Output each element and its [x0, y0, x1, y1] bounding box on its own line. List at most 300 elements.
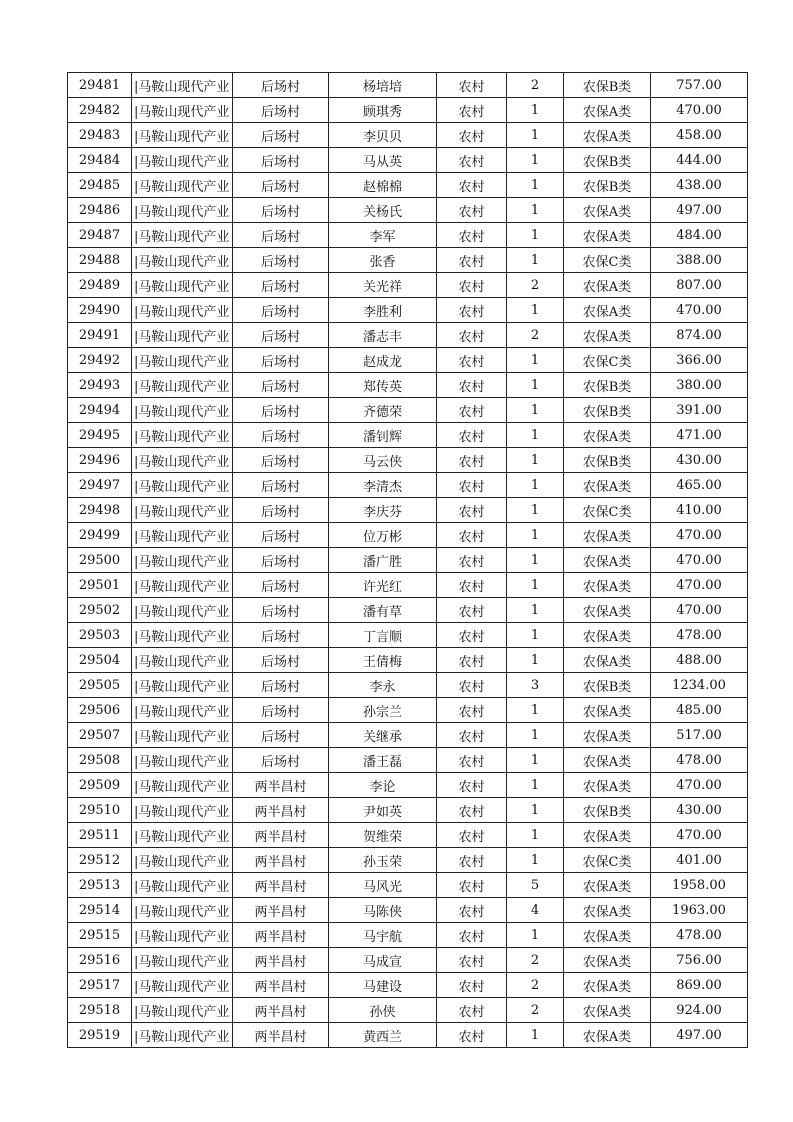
cell-name: 李贝贝	[329, 123, 437, 148]
cell-count: 1	[507, 123, 564, 148]
cell-name: 孙宗兰	[329, 698, 437, 723]
cell-name: 关杨氏	[329, 198, 437, 223]
cell-amount: 1963.00	[651, 898, 748, 923]
cell-amount: 438.00	[651, 173, 748, 198]
cell-type: 农村	[437, 898, 507, 923]
cell-count: 1	[507, 148, 564, 173]
cell-village: 后场村	[233, 548, 329, 573]
cell-count: 1	[507, 698, 564, 723]
cell-amount: 869.00	[651, 973, 748, 998]
cell-category: 农保A类	[564, 523, 651, 548]
cell-org: |马鞍山现代产业	[132, 148, 233, 173]
cell-type: 农村	[437, 723, 507, 748]
cell-org: |马鞍山现代产业	[132, 223, 233, 248]
cell-name: 许光红	[329, 573, 437, 598]
cell-id: 29503	[68, 623, 132, 648]
cell-org: |马鞍山现代产业	[132, 423, 233, 448]
table-row	[68, 298, 748, 323]
cell-type: 农村	[437, 123, 507, 148]
cell-category: 农保C类	[564, 498, 651, 523]
cell-category: 农保A类	[564, 948, 651, 973]
cell-type: 农村	[437, 598, 507, 623]
cell-village: 后场村	[233, 573, 329, 598]
cell-type: 农村	[437, 423, 507, 448]
table-row	[68, 223, 748, 248]
cell-id: 29518	[68, 998, 132, 1023]
cell-amount: 497.00	[651, 1023, 748, 1048]
cell-category: 农保A类	[564, 973, 651, 998]
cell-name: 潘有草	[329, 598, 437, 623]
cell-org: |马鞍山现代产业	[132, 498, 233, 523]
cell-village: 后场村	[233, 748, 329, 773]
cell-village: 两半昌村	[233, 823, 329, 848]
cell-org: |马鞍山现代产业	[132, 373, 233, 398]
cell-name: 马风光	[329, 873, 437, 898]
cell-id: 29488	[68, 248, 132, 273]
table-row	[68, 998, 748, 1023]
table-row	[68, 548, 748, 573]
cell-category: 农保B类	[564, 173, 651, 198]
cell-category: 农保C类	[564, 348, 651, 373]
cell-id: 29508	[68, 748, 132, 773]
cell-village: 后场村	[233, 248, 329, 273]
cell-type: 农村	[437, 873, 507, 898]
cell-org: |马鞍山现代产业	[132, 523, 233, 548]
cell-count: 1	[507, 448, 564, 473]
cell-org: |马鞍山现代产业	[132, 698, 233, 723]
cell-count: 2	[507, 323, 564, 348]
cell-count: 5	[507, 873, 564, 898]
cell-type: 农村	[437, 848, 507, 873]
table-row	[68, 948, 748, 973]
cell-village: 两半昌村	[233, 948, 329, 973]
table-row	[68, 848, 748, 873]
cell-village: 后场村	[233, 423, 329, 448]
cell-name: 潘志丰	[329, 323, 437, 348]
cell-id: 29481	[68, 73, 132, 98]
cell-org: |马鞍山现代产业	[132, 98, 233, 123]
cell-village: 后场村	[233, 473, 329, 498]
cell-name: 李永	[329, 673, 437, 698]
cell-village: 后场村	[233, 523, 329, 548]
cell-amount: 757.00	[651, 73, 748, 98]
cell-type: 农村	[437, 398, 507, 423]
cell-org: |马鞍山现代产业	[132, 573, 233, 598]
table-row	[68, 898, 748, 923]
cell-type: 农村	[437, 248, 507, 273]
cell-name: 丁言顺	[329, 623, 437, 648]
cell-org: |马鞍山现代产业	[132, 448, 233, 473]
cell-village: 后场村	[233, 148, 329, 173]
cell-amount: 478.00	[651, 923, 748, 948]
cell-category: 农保B类	[564, 148, 651, 173]
cell-id: 29504	[68, 648, 132, 673]
cell-type: 农村	[437, 573, 507, 598]
cell-amount: 470.00	[651, 523, 748, 548]
cell-amount: 470.00	[651, 573, 748, 598]
cell-village: 两半昌村	[233, 973, 329, 998]
cell-id: 29499	[68, 523, 132, 548]
cell-count: 1	[507, 398, 564, 423]
cell-count: 1	[507, 473, 564, 498]
cell-amount: 388.00	[651, 248, 748, 273]
cell-count: 3	[507, 673, 564, 698]
cell-org: |马鞍山现代产业	[132, 748, 233, 773]
cell-count: 1	[507, 848, 564, 873]
cell-amount: 807.00	[651, 273, 748, 298]
cell-category: 农保B类	[564, 673, 651, 698]
cell-type: 农村	[437, 673, 507, 698]
cell-category: 农保A类	[564, 623, 651, 648]
cell-village: 两半昌村	[233, 873, 329, 898]
cell-count: 1	[507, 1023, 564, 1048]
cell-name: 赵棉棉	[329, 173, 437, 198]
cell-id: 29487	[68, 223, 132, 248]
cell-name: 关光祥	[329, 273, 437, 298]
cell-village: 后场村	[233, 498, 329, 523]
cell-type: 农村	[437, 148, 507, 173]
table-row	[68, 198, 748, 223]
cell-org: |马鞍山现代产业	[132, 298, 233, 323]
cell-name: 李胜利	[329, 298, 437, 323]
table-row	[68, 923, 748, 948]
table-row	[68, 123, 748, 148]
cell-amount: 458.00	[651, 123, 748, 148]
cell-count: 1	[507, 423, 564, 448]
cell-name: 潘钊辉	[329, 423, 437, 448]
cell-village: 后场村	[233, 673, 329, 698]
cell-name: 王倩梅	[329, 648, 437, 673]
cell-org: |马鞍山现代产业	[132, 273, 233, 298]
cell-count: 1	[507, 573, 564, 598]
cell-name: 贺维荣	[329, 823, 437, 848]
cell-amount: 488.00	[651, 648, 748, 673]
cell-category: 农保A类	[564, 123, 651, 148]
cell-name: 李论	[329, 773, 437, 798]
cell-village: 两半昌村	[233, 898, 329, 923]
cell-amount: 380.00	[651, 373, 748, 398]
table-row	[68, 873, 748, 898]
cell-category: 农保A类	[564, 273, 651, 298]
cell-org: |马鞍山现代产业	[132, 398, 233, 423]
cell-id: 29512	[68, 848, 132, 873]
cell-id: 29502	[68, 598, 132, 623]
cell-amount: 391.00	[651, 398, 748, 423]
cell-name: 顾琪秀	[329, 98, 437, 123]
cell-type: 农村	[437, 698, 507, 723]
table-row	[68, 448, 748, 473]
cell-category: 农保A类	[564, 473, 651, 498]
table-row	[68, 648, 748, 673]
cell-type: 农村	[437, 223, 507, 248]
cell-name: 潘广胜	[329, 548, 437, 573]
cell-org: |马鞍山现代产业	[132, 923, 233, 948]
cell-type: 农村	[437, 923, 507, 948]
cell-id: 29491	[68, 323, 132, 348]
cell-count: 1	[507, 523, 564, 548]
cell-org: |马鞍山现代产业	[132, 898, 233, 923]
cell-type: 农村	[437, 773, 507, 798]
cell-name: 马从英	[329, 148, 437, 173]
cell-amount: 470.00	[651, 98, 748, 123]
cell-org: |马鞍山现代产业	[132, 948, 233, 973]
table-row	[68, 823, 748, 848]
table-row	[68, 348, 748, 373]
table-row	[68, 473, 748, 498]
cell-count: 1	[507, 598, 564, 623]
cell-id: 29482	[68, 98, 132, 123]
cell-count: 2	[507, 973, 564, 998]
cell-village: 后场村	[233, 373, 329, 398]
cell-village: 后场村	[233, 648, 329, 673]
cell-org: |马鞍山现代产业	[132, 823, 233, 848]
cell-village: 后场村	[233, 73, 329, 98]
cell-id: 29492	[68, 348, 132, 373]
cell-id: 29498	[68, 498, 132, 523]
cell-category: 农保A类	[564, 648, 651, 673]
cell-count: 1	[507, 373, 564, 398]
cell-org: |马鞍山现代产业	[132, 773, 233, 798]
cell-count: 1	[507, 798, 564, 823]
cell-name: 李军	[329, 223, 437, 248]
cell-org: |马鞍山现代产业	[132, 248, 233, 273]
cell-count: 1	[507, 773, 564, 798]
table-row	[68, 98, 748, 123]
cell-type: 农村	[437, 973, 507, 998]
cell-count: 1	[507, 173, 564, 198]
cell-village: 两半昌村	[233, 848, 329, 873]
records-table	[67, 72, 748, 1048]
cell-amount: 517.00	[651, 723, 748, 748]
cell-village: 两半昌村	[233, 1023, 329, 1048]
cell-id: 29505	[68, 673, 132, 698]
cell-count: 1	[507, 923, 564, 948]
cell-category: 农保B类	[564, 398, 651, 423]
cell-type: 农村	[437, 1023, 507, 1048]
cell-type: 农村	[437, 98, 507, 123]
cell-amount: 497.00	[651, 198, 748, 223]
cell-id: 29490	[68, 298, 132, 323]
cell-village: 后场村	[233, 123, 329, 148]
cell-name: 孙侠	[329, 998, 437, 1023]
cell-village: 后场村	[233, 223, 329, 248]
cell-category: 农保A类	[564, 323, 651, 348]
cell-id: 29519	[68, 1023, 132, 1048]
table-row	[68, 248, 748, 273]
cell-name: 郑传英	[329, 373, 437, 398]
table-body	[68, 73, 748, 1048]
cell-type: 农村	[437, 323, 507, 348]
cell-village: 后场村	[233, 198, 329, 223]
cell-count: 1	[507, 748, 564, 773]
cell-count: 1	[507, 723, 564, 748]
table-row	[68, 1023, 748, 1048]
cell-org: |马鞍山现代产业	[132, 998, 233, 1023]
cell-id: 29489	[68, 273, 132, 298]
cell-category: 农保C类	[564, 248, 651, 273]
cell-org: |马鞍山现代产业	[132, 1023, 233, 1048]
table-row	[68, 498, 748, 523]
cell-name: 张香	[329, 248, 437, 273]
cell-id: 29493	[68, 373, 132, 398]
cell-category: 农保A类	[564, 298, 651, 323]
cell-village: 后场村	[233, 323, 329, 348]
cell-amount: 924.00	[651, 998, 748, 1023]
cell-org: |马鞍山现代产业	[132, 548, 233, 573]
cell-type: 农村	[437, 448, 507, 473]
cell-category: 农保B类	[564, 798, 651, 823]
cell-category: 农保A类	[564, 1023, 651, 1048]
cell-id: 29496	[68, 448, 132, 473]
cell-amount: 478.00	[651, 623, 748, 648]
cell-amount: 470.00	[651, 298, 748, 323]
cell-type: 农村	[437, 648, 507, 673]
cell-village: 后场村	[233, 173, 329, 198]
cell-category: 农保A类	[564, 773, 651, 798]
cell-village: 后场村	[233, 723, 329, 748]
table-row	[68, 148, 748, 173]
cell-name: 尹如英	[329, 798, 437, 823]
cell-count: 2	[507, 948, 564, 973]
cell-type: 农村	[437, 173, 507, 198]
cell-org: |马鞍山现代产业	[132, 623, 233, 648]
cell-amount: 485.00	[651, 698, 748, 723]
table-row	[68, 373, 748, 398]
cell-id: 29501	[68, 573, 132, 598]
cell-amount: 470.00	[651, 598, 748, 623]
cell-id: 29511	[68, 823, 132, 848]
cell-name: 马成宣	[329, 948, 437, 973]
cell-id: 29513	[68, 873, 132, 898]
table-row	[68, 523, 748, 548]
cell-count: 1	[507, 223, 564, 248]
cell-id: 29509	[68, 773, 132, 798]
cell-type: 农村	[437, 298, 507, 323]
cell-count: 1	[507, 348, 564, 373]
cell-name: 黄西兰	[329, 1023, 437, 1048]
cell-count: 1	[507, 823, 564, 848]
cell-id: 29515	[68, 923, 132, 948]
cell-village: 后场村	[233, 623, 329, 648]
cell-amount: 430.00	[651, 798, 748, 823]
cell-name: 李庆芬	[329, 498, 437, 523]
cell-org: |马鞍山现代产业	[132, 173, 233, 198]
table-row	[68, 323, 748, 348]
cell-count: 2	[507, 73, 564, 98]
cell-amount: 470.00	[651, 773, 748, 798]
cell-id: 29516	[68, 948, 132, 973]
cell-type: 农村	[437, 198, 507, 223]
cell-type: 农村	[437, 623, 507, 648]
cell-name: 孙玉荣	[329, 848, 437, 873]
cell-type: 农村	[437, 523, 507, 548]
cell-village: 后场村	[233, 273, 329, 298]
cell-village: 后场村	[233, 98, 329, 123]
cell-type: 农村	[437, 348, 507, 373]
cell-id: 29495	[68, 423, 132, 448]
cell-org: |马鞍山现代产业	[132, 323, 233, 348]
cell-amount: 444.00	[651, 148, 748, 173]
cell-count: 1	[507, 623, 564, 648]
table-row	[68, 973, 748, 998]
cell-village: 后场村	[233, 448, 329, 473]
table-row	[68, 673, 748, 698]
table-row	[68, 723, 748, 748]
cell-count: 1	[507, 298, 564, 323]
cell-amount: 484.00	[651, 223, 748, 248]
cell-org: |马鞍山现代产业	[132, 673, 233, 698]
table-row	[68, 598, 748, 623]
table-row	[68, 73, 748, 98]
cell-category: 农保A类	[564, 423, 651, 448]
table-row	[68, 423, 748, 448]
cell-org: |马鞍山现代产业	[132, 798, 233, 823]
cell-type: 农村	[437, 273, 507, 298]
cell-category: 农保B类	[564, 448, 651, 473]
cell-name: 潘王磊	[329, 748, 437, 773]
cell-amount: 366.00	[651, 348, 748, 373]
cell-id: 29483	[68, 123, 132, 148]
cell-category: 农保A类	[564, 898, 651, 923]
table-row	[68, 698, 748, 723]
cell-category: 农保A类	[564, 598, 651, 623]
cell-name: 位万彬	[329, 523, 437, 548]
cell-category: 农保A类	[564, 873, 651, 898]
cell-category: 农保A类	[564, 723, 651, 748]
cell-type: 农村	[437, 73, 507, 98]
cell-id: 29510	[68, 798, 132, 823]
cell-org: |马鞍山现代产业	[132, 473, 233, 498]
cell-org: |马鞍山现代产业	[132, 648, 233, 673]
cell-category: 农保B类	[564, 73, 651, 98]
cell-id: 29507	[68, 723, 132, 748]
cell-amount: 1234.00	[651, 673, 748, 698]
cell-category: 农保A类	[564, 223, 651, 248]
cell-village: 后场村	[233, 398, 329, 423]
cell-village: 两半昌村	[233, 998, 329, 1023]
cell-org: |马鞍山现代产业	[132, 73, 233, 98]
cell-count: 1	[507, 198, 564, 223]
cell-org: |马鞍山现代产业	[132, 198, 233, 223]
cell-id: 29514	[68, 898, 132, 923]
cell-type: 农村	[437, 748, 507, 773]
table-row	[68, 798, 748, 823]
cell-type: 农村	[437, 948, 507, 973]
cell-amount: 756.00	[651, 948, 748, 973]
cell-type: 农村	[437, 548, 507, 573]
cell-id: 29484	[68, 148, 132, 173]
cell-village: 两半昌村	[233, 798, 329, 823]
cell-category: 农保A类	[564, 923, 651, 948]
table-row	[68, 173, 748, 198]
cell-type: 农村	[437, 498, 507, 523]
cell-village: 后场村	[233, 598, 329, 623]
cell-org: |马鞍山现代产业	[132, 348, 233, 373]
cell-count: 1	[507, 248, 564, 273]
cell-amount: 478.00	[651, 748, 748, 773]
cell-name: 李清杰	[329, 473, 437, 498]
cell-category: 农保A类	[564, 573, 651, 598]
cell-category: 农保A类	[564, 548, 651, 573]
cell-name: 马宇航	[329, 923, 437, 948]
cell-name: 关继承	[329, 723, 437, 748]
cell-id: 29485	[68, 173, 132, 198]
cell-amount: 471.00	[651, 423, 748, 448]
cell-category: 农保C类	[564, 848, 651, 873]
cell-amount: 410.00	[651, 498, 748, 523]
cell-category: 农保A类	[564, 98, 651, 123]
cell-amount: 874.00	[651, 323, 748, 348]
